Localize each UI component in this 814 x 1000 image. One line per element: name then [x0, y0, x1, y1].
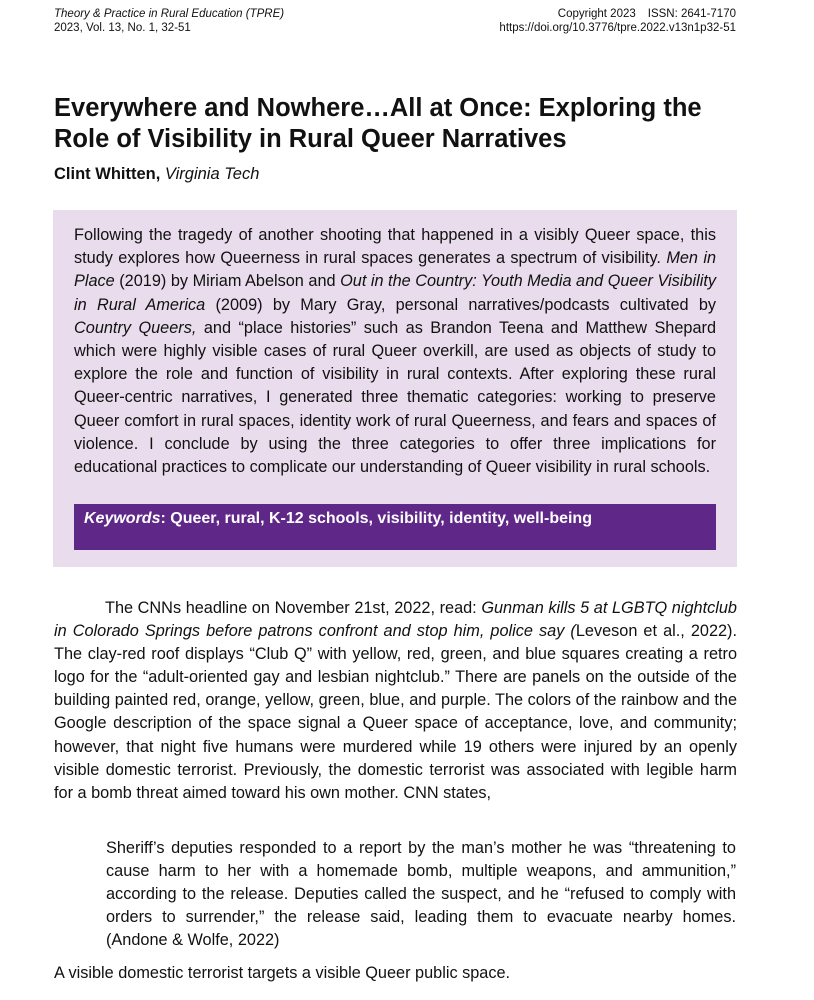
- article-title: Everywhere and Nowhere…All at Once: Exploring the Role of Visibility in Rural Queer Narratives: [54, 94, 702, 153]
- body-continuation: Leveson et al., 2022). The clay-red roof displays “Club Q” with yellow, red, green, and blue squares creating a retro logo for the “adult-oriented gay and lesbian nightclub.” There are panels on the outside of the building painted red, orange, yellow, green, blue, and purple. The colors of the rainbow and the Google description of the space signal a Queer space of acceptance, love, and community; however, that night five humans were murdered while 19 others were injured by an openly visible domestic terrorist. Previously, the domestic terrorist was associated with legible harm for a bomb threat aimed toward his own mother. CNN states,: [54, 622, 738, 802]
- author-affiliation: Virginia Tech: [164, 165, 260, 183]
- keywords-values: : Queer, rural, K-12 schools, visibility, identity, well-being: [160, 510, 592, 527]
- abstract-box: [53, 210, 737, 567]
- block-quote: Sheriff’s deputies responded to a report by the man’s mother he was “threatening to cause harm to her with a homemade bomb, multiple weapons, and ammunition,” according to the release. Deputies called the suspect, and he “refused to comply with orders to surrender,” the release said, leading them to evacuate nearby homes. (Andone & Wolfe, 2022): [106, 839, 736, 950]
- cnn-headline-quote: Gunman kills 5 at LGBTQ nightclub in Colorado Springs before patrons confront and stop him, police say (: [54, 599, 737, 641]
- abstract-part-3: (2009) by Mary Gray, personal narratives/podcasts cultivated by: [205, 295, 717, 314]
- author-name: Clint Whitten,: [54, 165, 161, 183]
- abstract-book-title-2: Out in the Country: Youth Media and Queer Visibility in Rural America: [74, 272, 716, 314]
- keywords-label: Keywords: [84, 510, 161, 527]
- running-header-left: [54, 7, 284, 35]
- abstract-podcast-title: Country Queers,: [74, 318, 197, 337]
- copyright-notice: Copyright 2023: [557, 8, 636, 20]
- body-intro: The CNNs headline on November 21st, 2022, read:: [105, 599, 482, 617]
- keywords-bar: [74, 504, 716, 550]
- abstract-part-2: (2019) by Miriam Abelson and: [114, 272, 341, 291]
- abstract-text: [74, 224, 716, 479]
- issn: ISSN: 2641-7170: [647, 8, 736, 20]
- abstract-part-4: and “place histories” such as Brandon Teena and Matthew Shepard which were highly visible cases of rural Queer overkill, are used as objects of study to explore the role and function of visibility in rural contexts. After exploring these rural Queer-centric narratives, I generated three thematic categories: working to preserve Queer comfort in rural spaces, identity work of rural Queerness, and fears and spaces of violence. I conclude by using the three categories to offer three implications for educational practices to complicate our understanding of Queer visibility in rural schools.: [74, 318, 717, 477]
- doi-link[interactable]: https://doi.org/10.3776/tpre.2022.v13n1p32-51: [499, 22, 736, 34]
- copyright-issn-line: [499, 7, 736, 21]
- running-header-right: [499, 7, 736, 35]
- author-line: [54, 163, 259, 185]
- journal-name: Theory & Practice in Rural Education (TPRE): [54, 8, 285, 20]
- abstract-part-1: Following the tragedy of another shooting that happened in a visibly Queer space, this study explores how Queerness in rural spaces generates a spectrum of visibility.: [74, 226, 716, 268]
- abstract-book-title-1: Men in Place: [74, 249, 716, 291]
- volume-info: 2023, Vol. 13, No. 1, 32-51: [54, 22, 191, 34]
- body-paragraph-1: [54, 597, 737, 805]
- body-paragraph-2: A visible domestic terrorist targets a visible Queer public space.: [54, 964, 511, 982]
